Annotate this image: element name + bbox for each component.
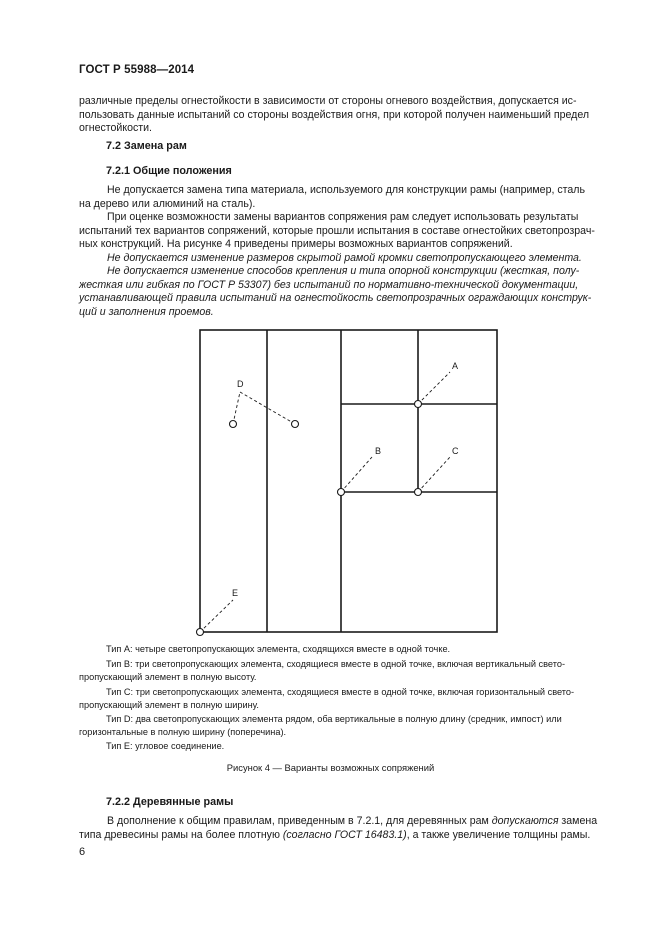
leader-line-b [341,457,372,492]
text-segment: типа древесины рамы на более плотную [79,828,283,841]
text-line: Не допускается изменение размеров скрытой рамой кромки светопропускающего элемента. [107,252,582,264]
text-line: огнестойкости. [79,122,152,135]
text-line: ций и заполнения проемов. [79,305,214,318]
text-segment: замена [558,815,598,827]
text-segment: , а также увеличение толщины рамы. [406,828,591,841]
text-line: Не допускается замена типа материала, используемого для конструкции рамы (например, сталь [107,184,585,196]
legend-type-c: Тип С: три светопропускающих элемента, сходящиеся вместе в одной точке, включая горизонтальный свето- [106,687,575,697]
legend-type-c-cont: пропускающий элемент в полную ширину. [79,700,259,710]
leader-line-a [418,372,450,404]
figure-caption: Рисунок 4 — Варианты возможных сопряжений [226,762,435,773]
leader-line-d [233,392,240,424]
legend-type-a: Тип А: четыре светопропускающих элемента, сходящихся вместе в одной точке. [106,644,451,654]
label-d: D [237,379,244,389]
legend-type-d-cont: горизонтальные в полную ширину (поперечина). [79,727,287,737]
joint-marker-d [230,421,237,428]
text-line: жесткая или гибкая по ГОСТ Р 53307) без испытаний по нормативно-технической документации, [79,278,579,291]
legend-type-b-cont: пропускающий элемент в полную высоту. [79,672,257,682]
joint-marker-c [415,489,422,496]
label-a: A [452,361,459,371]
legend-type-e: Тип Е: угловое соединение. [106,741,225,751]
text-line [79,829,613,843]
joint-marker-d [292,421,299,428]
legend-type-d: Тип D: два светопропускающих элемента рядом, оба вертикальные в полную длину (средник, импост) или [106,714,562,724]
paragraph-wooden-frames [79,815,613,842]
text-line: пользовать данные испытаний со стороны воздействия огня, при которой получен наименьший предел [79,108,590,121]
text-segment: В дополнение к общим правилам, приведенным в 7.2.1, для деревянных рам [107,815,492,827]
section-heading-7-2: 7.2 Замена рам [106,140,187,152]
text-line: ных конструкций. На рисунке 4 приведены примеры возможных вариантов сопряжений. [79,238,513,251]
label-b: B [375,446,382,456]
text-line: различные пределы огнестойкости в зависимости от стороны огневого воздействия, допускается ис- [79,95,577,107]
section-heading-7-2-1: 7.2.1 Общие положения [106,165,232,177]
text-line: Не допускается изменение способов крепления и типа опорной конструкции (жесткая, полу- [107,265,580,277]
section-heading-7-2-2: 7.2.2 Деревянные рамы [106,796,234,808]
legend-type-b: Тип В: три светопропускающих элемента, сходящиеся вместе в одной точке, включая вертикальный свето- [106,659,566,669]
joint-marker-b [338,489,345,496]
leader-line-c [418,457,450,492]
joint-marker-a [415,401,422,408]
leader-line-e [200,600,233,632]
page-number: 6 [79,846,86,858]
text-line: на дерево или алюминий на сталь). [79,197,256,210]
text-line: При оценке возможности замены вариантов сопряжения рам следует использовать результаты [107,211,579,223]
frame-outline [200,330,497,632]
text-line: устанавливающей правила испытаний на огнестойкость светопрозрачных ограждающих конструк- [79,292,592,305]
text-segment-italic: (согласно ГОСТ 16483.1) [282,828,407,841]
document-code-header: ГОСТ Р 55988—2014 [79,64,195,76]
joint-marker-e [197,629,204,636]
label-e: E [232,588,239,598]
text-line [79,815,613,829]
label-c: C [452,446,459,456]
text-segment-italic: допускаются [491,815,559,827]
text-line: испытаний тех вариантов сопряжений, которые прошли испытания в составе огнестойких светопрозрач- [79,224,595,237]
